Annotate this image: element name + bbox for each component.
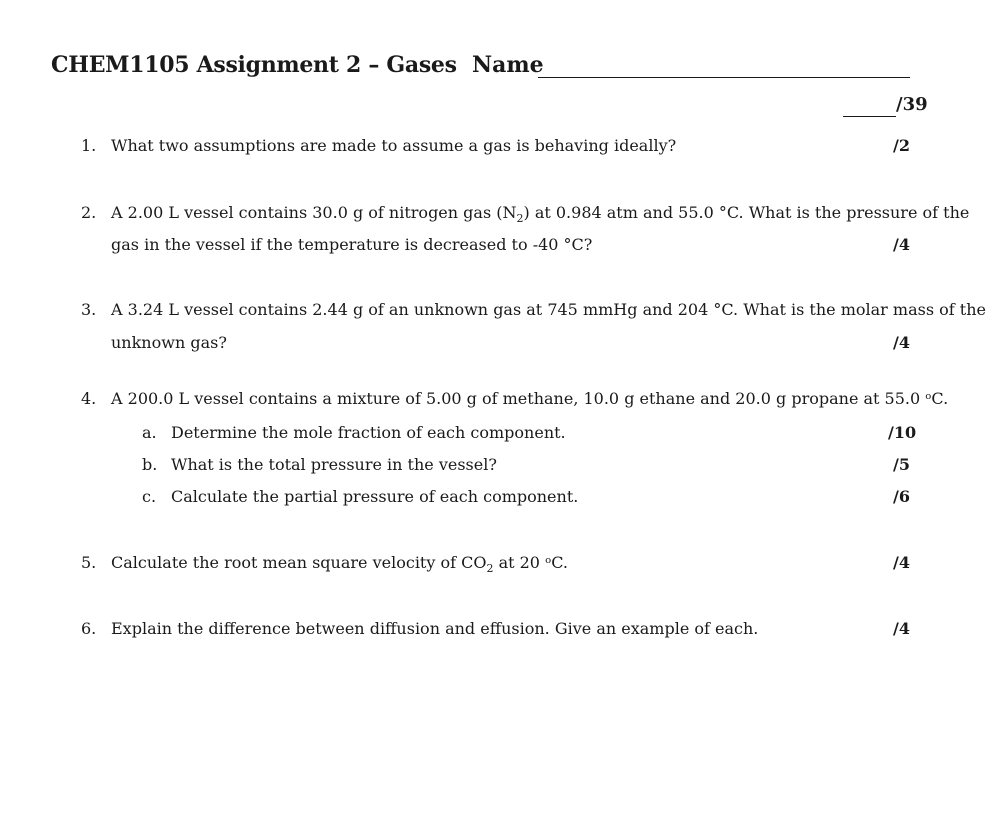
total-score: /39 [896, 94, 928, 115]
question-5-text-part-a: Calculate the root mean square velocity of CO [111, 553, 487, 572]
name-label: Name [472, 52, 544, 78]
question-4c-text: Calculate the partial pressure of each component. [171, 487, 579, 506]
question-5-number: 5. [81, 553, 97, 572]
question-2-text-part-a: A 2.00 L vessel contains 30.0 g of nitrogen gas (N [111, 203, 517, 222]
question-4c-letter: c. [142, 487, 157, 506]
question-2-text-line-2: gas in the vessel if the temperature is decreased to -40 °C? [111, 235, 593, 254]
question-1-number: 1. [81, 136, 97, 155]
question-1-score: /2 [893, 136, 910, 155]
assignment-title: CHEM1105 Assignment 2 – Gases [51, 52, 457, 78]
question-5-text [111, 553, 568, 575]
question-4c-score: /6 [893, 487, 910, 506]
question-4a-score: /10 [888, 423, 917, 442]
question-6-score: /4 [893, 619, 910, 638]
question-2-subscript: 2 [516, 212, 524, 226]
question-4b-score: /5 [893, 455, 910, 474]
question-4a-letter: a. [142, 423, 157, 442]
question-6-number: 6. [81, 619, 97, 638]
question-5-text-part-b: at 20 ᵒC. [493, 553, 568, 572]
question-4b-letter: b. [142, 455, 158, 474]
question-5-subscript: 2 [486, 562, 494, 576]
question-2-number: 2. [81, 203, 97, 222]
question-4-text: A 200.0 L vessel contains a mixture of 5.00 g of methane, 10.0 g ethane and 20.0 g propane at 55.0 ᵒC. [111, 389, 949, 408]
question-4-number: 4. [81, 389, 97, 408]
question-4b-text: What is the total pressure in the vessel? [171, 455, 497, 474]
question-3-text-line-2: unknown gas? [111, 333, 227, 352]
question-3-text-line-1: A 3.24 L vessel contains 2.44 g of an unknown gas at 745 mmHg and 204 °C. What is the molar mass of the [111, 300, 986, 319]
question-3-number: 3. [81, 300, 97, 319]
question-1-text: What two assumptions are made to assume a gas is behaving ideally? [111, 136, 677, 155]
question-5-score: /4 [893, 553, 910, 572]
name-blank-line[interactable] [538, 77, 910, 78]
question-4a-text: Determine the mole fraction of each component. [171, 423, 566, 442]
question-6-text: Explain the difference between diffusion and effusion. Give an example of each. [111, 619, 759, 638]
question-2-text-line-1 [111, 203, 969, 225]
question-2-text-part-b: ) at 0.984 atm and 55.0 °C. What is the pressure of the [523, 203, 970, 222]
question-3-score: /4 [893, 333, 910, 352]
total-score-blank-line [843, 116, 896, 117]
question-2-score: /4 [893, 235, 910, 254]
